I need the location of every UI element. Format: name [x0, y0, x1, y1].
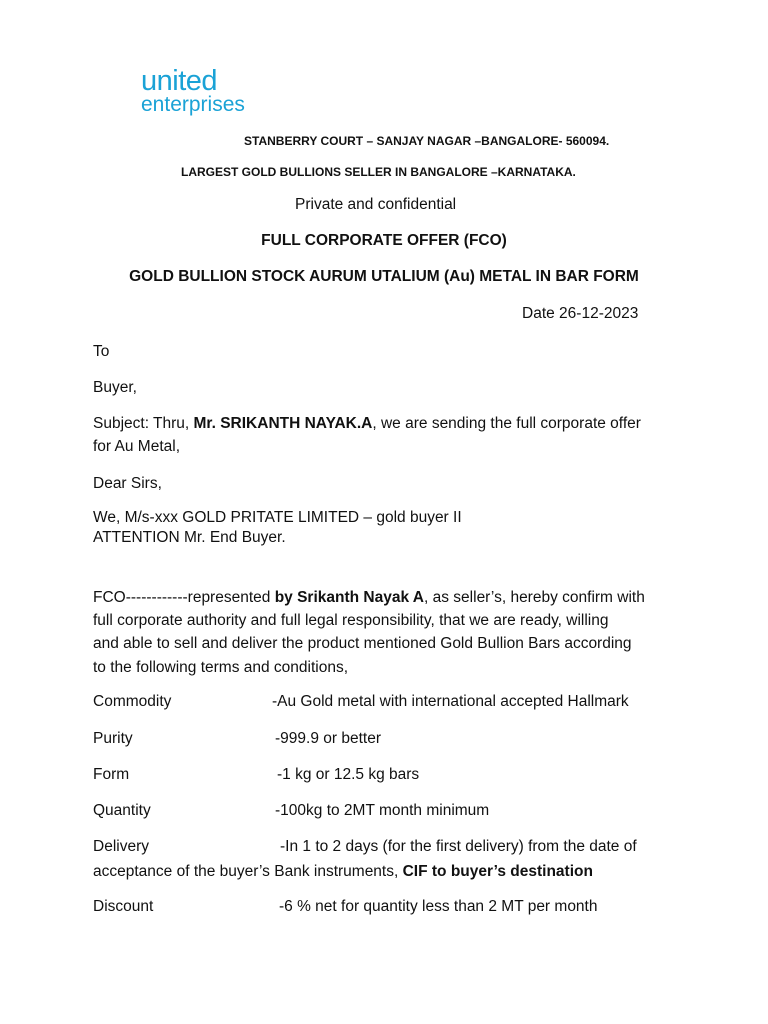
- document-subtitle: GOLD BULLION STOCK AURUM UTALIUM (Au) METAL IN BAR FORM: [129, 268, 639, 285]
- delivery-destination: CIF to buyer’s destination: [402, 863, 593, 880]
- fco-line-3: and able to sell and deliver the product mentioned Gold Bullion Bars according: [93, 635, 632, 652]
- fco-name: by Srikanth Nayak A: [274, 589, 425, 606]
- term-value: -Au Gold metal with international accepted Hallmark: [272, 693, 629, 710]
- delivery-line-2-prefix: acceptance of the buyer’s Bank instruments,: [93, 863, 403, 880]
- document-date: Date 26-12-2023: [522, 305, 639, 322]
- fco-line-1: [93, 586, 645, 609]
- fco-prefix: FCO------------represented: [93, 589, 275, 606]
- logo-line-2: enterprises: [141, 93, 245, 116]
- term-value: -6 % net for quantity less than 2 MT per month: [279, 898, 598, 915]
- confidential-note: Private and confidential: [295, 196, 457, 213]
- fco-line-4: to the following terms and conditions,: [93, 659, 349, 676]
- term-value: -In 1 to 2 days (for the first delivery) from the date of: [280, 838, 637, 855]
- term-label: Commodity: [93, 693, 172, 710]
- term-label: Form: [93, 766, 130, 783]
- term-value: -1 kg or 12.5 kg bars: [277, 766, 420, 783]
- term-value: -100kg to 2MT month minimum: [275, 802, 490, 819]
- delivery-line-2: [93, 860, 593, 883]
- to-line: To: [93, 343, 110, 360]
- we-line: We, M/s-xxx GOLD PRITATE LIMITED – gold buyer II: [93, 509, 462, 526]
- term-label: Quantity: [93, 802, 151, 819]
- fco-suffix: , as seller’s, hereby confirm with: [424, 589, 645, 606]
- buyer-line: Buyer,: [93, 379, 137, 396]
- fco-line-2: full corporate authority and full legal responsibility, that we are ready, willing: [93, 612, 609, 629]
- term-label: Purity: [93, 730, 133, 747]
- subject-name: Mr. SRIKANTH NAYAK.A: [193, 415, 373, 432]
- term-value: -999.9 or better: [275, 730, 381, 747]
- term-label: Delivery: [93, 838, 149, 855]
- company-address: STANBERRY COURT – SANJAY NAGAR –BANGALORE- 560094.: [244, 134, 610, 148]
- attention-line: ATTENTION Mr. End Buyer.: [93, 529, 286, 546]
- subject-suffix: , we are sending the full corporate offer: [372, 415, 641, 432]
- term-label: Discount: [93, 898, 154, 915]
- subject-line-2: for Au Metal,: [93, 438, 181, 455]
- company-logo: [141, 65, 245, 120]
- subject-prefix: Subject: Thru,: [93, 415, 194, 432]
- logo-line-1: united: [141, 65, 218, 97]
- salutation: Dear Sirs,: [93, 475, 162, 492]
- subject-line: [93, 412, 641, 435]
- company-tagline: LARGEST GOLD BULLIONS SELLER IN BANGALORE –KARNATAKA.: [181, 165, 576, 179]
- document-title: FULL CORPORATE OFFER (FCO): [261, 232, 507, 249]
